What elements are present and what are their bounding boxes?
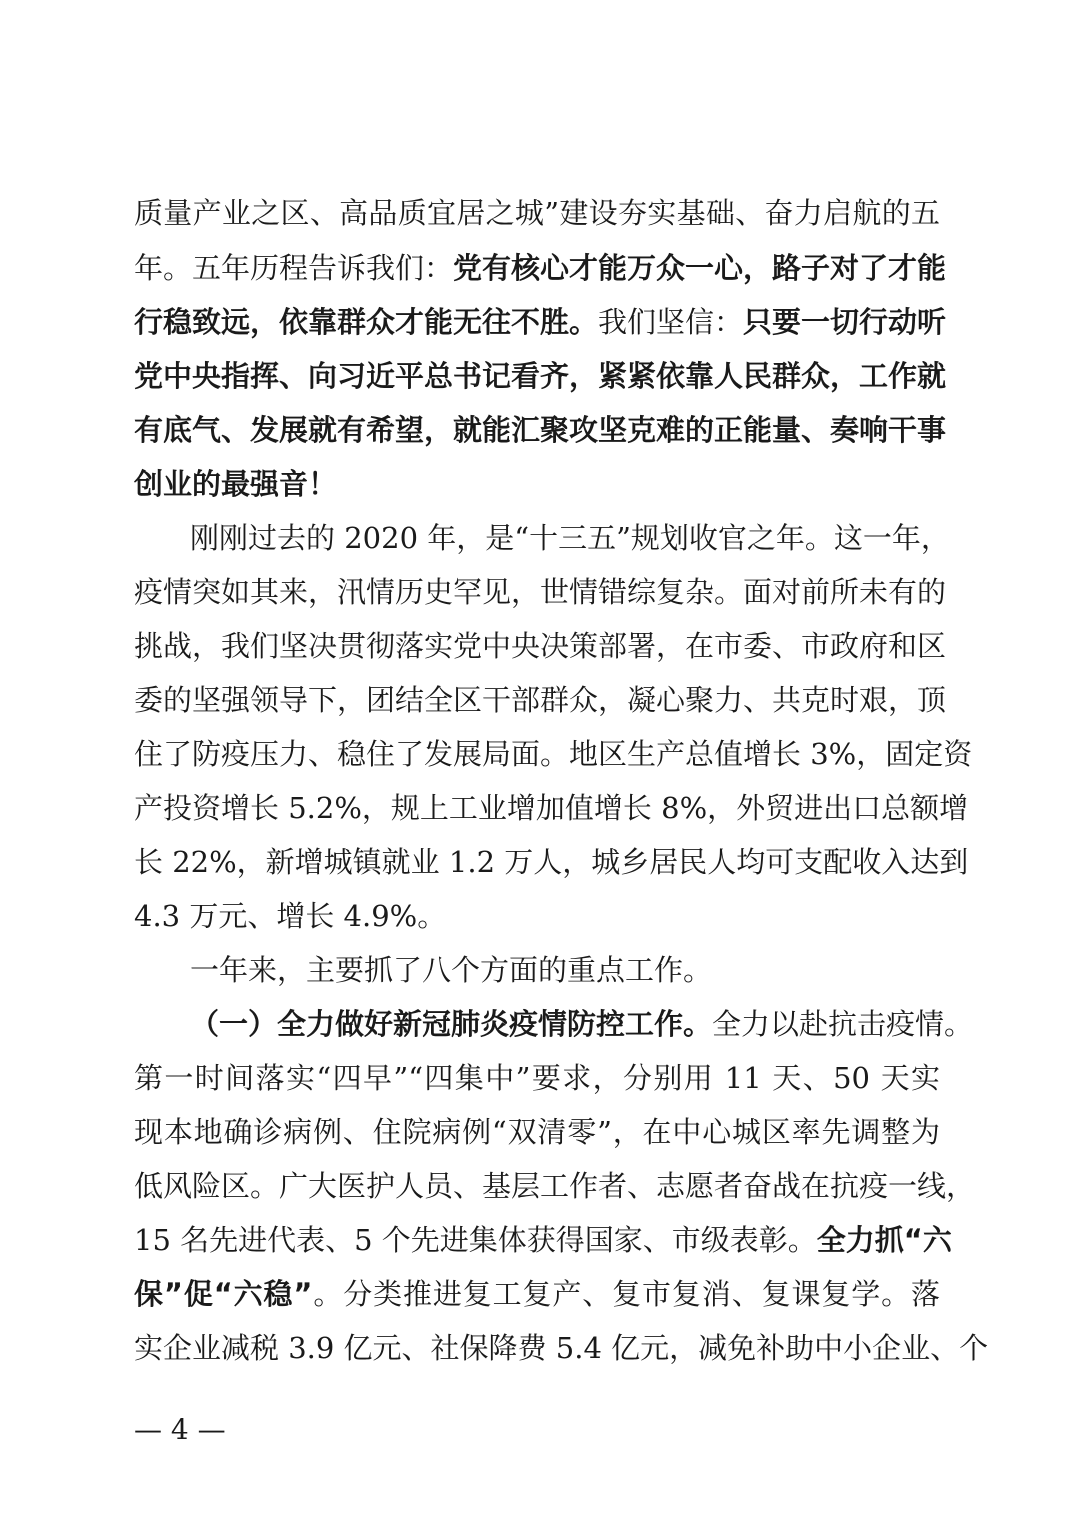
bold-text: 保”促“六稳”	[134, 1277, 313, 1311]
text-line: 第一时间落实“四早”“四集中”要求，分别用 11 天、50 天实	[134, 1061, 940, 1095]
text-line: 一年来，主要抓了八个方面的重点工作。	[190, 953, 713, 987]
bold-text: 行稳致远，依靠群众才能无往不胜。	[134, 305, 599, 339]
text-line: 长 22%，新增城镇就业 1.2 万人，城乡居民人均可支配收入达到	[134, 845, 969, 879]
text-line: 实企业减税 3.9 亿元、社保降费 5.4 亿元，减免补助中小企业、个	[134, 1331, 989, 1365]
text-line: 有底气、发展就有希望，就能汇聚攻坚克难的正能量、奏响干事	[134, 413, 947, 447]
text-line: 现本地确诊病例、住院病例“双清零”，在中心城区率先调整为	[134, 1115, 940, 1149]
text-line: 住了防疫压力、稳住了发展局面。地区生产总值增长 3%，固定资	[134, 737, 973, 771]
text-line: 4.3 万元、增长 4.9%。	[134, 899, 447, 933]
text-line: 质量产业之区、高品质宜居之城”建设夯实基础、奋力启航的五	[134, 196, 940, 230]
text-line: 年。五年历程告诉我们：党有核心才能万众一心，路子对了才能	[134, 251, 947, 285]
text-line: 挑战，我们坚决贯彻落实党中央决策部署，在市委、市政府和区	[134, 629, 947, 663]
text-line: 党中央指挥、向习近平总书记看齐，紧紧依靠人民群众，工作就	[134, 359, 947, 393]
text-line: 疫情突如其来，汛情历史罕见，世情错综复杂。面对前所未有的	[134, 575, 947, 609]
section-heading-line: （一）全力做好新冠肺炎疫情防控工作。全力以赴抗击疫情。	[190, 1007, 974, 1041]
page-number: — 4 —	[134, 1413, 226, 1446]
text-line: 保”促“六稳”。分类推进复工复产、复市复消、复课复学。落	[134, 1277, 940, 1311]
text-line: 产投资增长 5.2%，规上工业增加值增长 8%，外贸进出口总额增	[134, 791, 969, 825]
section-heading: （一）全力做好新冠肺炎疫情防控工作。	[190, 1007, 713, 1041]
text-line: 创业的最强音！	[134, 467, 338, 501]
bold-text: 党有核心才能万众一心，路子对了才能	[453, 251, 947, 285]
bold-text: 全力抓“六	[816, 1223, 952, 1257]
bold-text: 只要一切行动听	[743, 305, 947, 339]
text-line: 15 名先进代表、5 个先进集体获得国家、市级表彰。全力抓“六	[134, 1223, 952, 1257]
text-line: 刚刚过去的 2020 年，是“十三五”规划收官之年。这一年，	[190, 521, 950, 555]
text-line: 委的坚强领导下，团结全区干部群众，凝心聚力、共克时艰，顶	[134, 683, 947, 717]
text-line: 行稳致远，依靠群众才能无往不胜。我们坚信：只要一切行动听	[134, 305, 947, 339]
text-line: 低风险区。广大医护人员、基层工作者、志愿者奋战在抗疫一线，	[134, 1169, 976, 1203]
